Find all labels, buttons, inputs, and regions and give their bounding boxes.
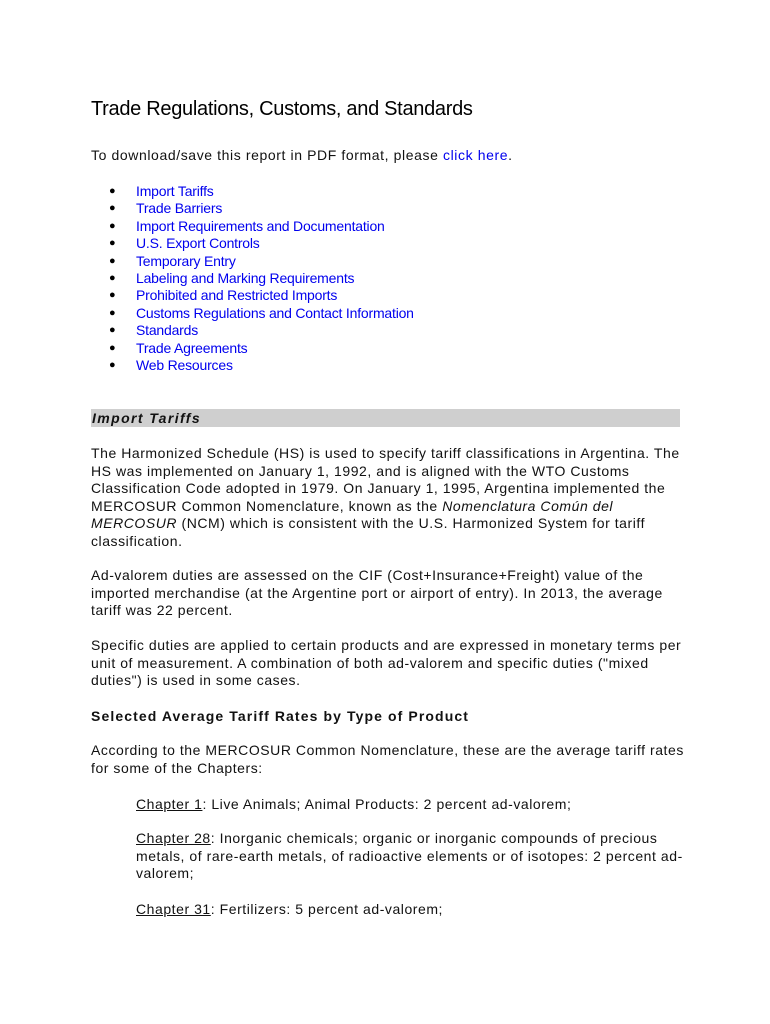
chapter-label: Chapter 28 bbox=[136, 830, 211, 846]
paragraph-text: The Harmonized Schedule (HS) is used to specify tariff classifications in Argentina. The HS was implemented on January 1, 1992, and is aligned with the WTO Customs Classification Code adopted in 1979. On January 1, 1995, Argentina implemented the MERCOSUR Common Nomenclature, known as the bbox=[91, 445, 680, 514]
toc-link-trade-barriers[interactable]: Trade Barriers bbox=[136, 200, 223, 217]
intro-text-end: . bbox=[508, 147, 513, 163]
toc-link-standards[interactable]: Standards bbox=[136, 322, 199, 339]
subheading-tariff-rates: Selected Average Tariff Rates by Type of Product bbox=[91, 708, 469, 724]
toc-item-trade-agreements bbox=[107, 340, 414, 357]
toc-link-customs-regulations[interactable]: Customs Regulations and Contact Information bbox=[136, 304, 414, 321]
chapter-text: : Inorganic chemicals; organic or inorganic compounds of precious metals, of rare-earth metals, of radioactive elements or of isotopes: 2 percent ad-valorem; bbox=[136, 830, 683, 881]
bullet-icon: ● bbox=[109, 237, 116, 250]
bullet-icon: ● bbox=[109, 289, 116, 302]
bullet-icon: ● bbox=[109, 185, 116, 197]
italic-term: Nomenclatura Común del MERCOSUR bbox=[91, 497, 614, 531]
bullet-icon: ● bbox=[109, 358, 116, 371]
section-heading-bar bbox=[91, 409, 680, 427]
bullet-icon: ● bbox=[109, 219, 116, 232]
paragraph-ad-valorem: Ad-valorem duties are assessed on the CIF (Cost+Insurance+Freight) value of the imported merchandise (at the Argentine port or airport of entry). In 2013, the average tariff was 22 percent. bbox=[91, 567, 663, 618]
paragraph-harmonized-schedule bbox=[91, 445, 691, 550]
toc-item-import-tariffs bbox=[107, 183, 414, 200]
toc-item-import-requirements bbox=[107, 218, 414, 235]
bullet-icon: ● bbox=[109, 341, 116, 354]
bullet-icon: ● bbox=[109, 202, 116, 215]
toc-item-temporary-entry bbox=[107, 253, 414, 270]
chapter-entry bbox=[136, 830, 696, 883]
toc-link-temporary-entry[interactable]: Temporary Entry bbox=[136, 252, 236, 269]
toc-link-web-resources[interactable]: Web Resources bbox=[136, 356, 233, 373]
paragraph-specific-duties: Specific duties are applied to certain products and are expressed in monetary terms per unit of measurement. A combination of both ad-valorem and specific duties ("mixed duties") is used in some cases. bbox=[91, 637, 682, 688]
page-title: Trade Regulations, Customs, and Standards bbox=[91, 98, 473, 120]
bullet-icon: ● bbox=[109, 254, 116, 267]
paragraph-text-end: (NCM) which is consistent with the U.S. Harmonized System for tariff classification. bbox=[91, 515, 646, 549]
toc-item-trade-barriers bbox=[107, 200, 414, 217]
bullet-icon: ● bbox=[109, 306, 116, 319]
toc-link-export-controls[interactable]: U.S. Export Controls bbox=[136, 235, 260, 252]
table-of-contents bbox=[107, 183, 414, 374]
paragraph-mercosur-rates: According to the MERCOSUR Common Nomenclature, these are the average tariff rates for some of the Chapters: bbox=[91, 742, 684, 776]
toc-item-web-resources bbox=[107, 357, 414, 374]
bullet-icon: ● bbox=[109, 271, 116, 284]
chapter-label: Chapter 1 bbox=[136, 796, 203, 812]
chapter-label: Chapter 31 bbox=[136, 901, 211, 917]
section-heading: Import Tariffs bbox=[92, 410, 202, 426]
chapter-entry bbox=[136, 901, 696, 919]
toc-item-customs-regulations bbox=[107, 305, 414, 322]
chapter-text: : Live Animals; Animal Products: 2 percent ad-valorem; bbox=[202, 796, 572, 812]
toc-item-prohibited-imports bbox=[107, 287, 414, 304]
download-intro bbox=[91, 147, 513, 163]
intro-text: To download/save this report in PDF format, please bbox=[91, 147, 443, 163]
toc-item-standards bbox=[107, 322, 414, 339]
toc-item-export-controls bbox=[107, 235, 414, 252]
chapter-text: : Fertilizers: 5 percent ad-valorem; bbox=[210, 901, 443, 917]
download-pdf-link[interactable]: click here bbox=[442, 147, 509, 163]
toc-link-trade-agreements[interactable]: Trade Agreements bbox=[136, 339, 248, 356]
toc-link-import-tariffs[interactable]: Import Tariffs bbox=[136, 183, 214, 199]
toc-item-labeling bbox=[107, 270, 414, 287]
toc-link-labeling[interactable]: Labeling and Marking Requirements bbox=[136, 269, 355, 286]
toc-link-prohibited-imports[interactable]: Prohibited and Restricted Imports bbox=[136, 287, 338, 304]
bullet-icon: ● bbox=[109, 324, 116, 337]
chapter-entry bbox=[136, 796, 696, 814]
toc-link-import-requirements[interactable]: Import Requirements and Documentation bbox=[136, 217, 385, 234]
